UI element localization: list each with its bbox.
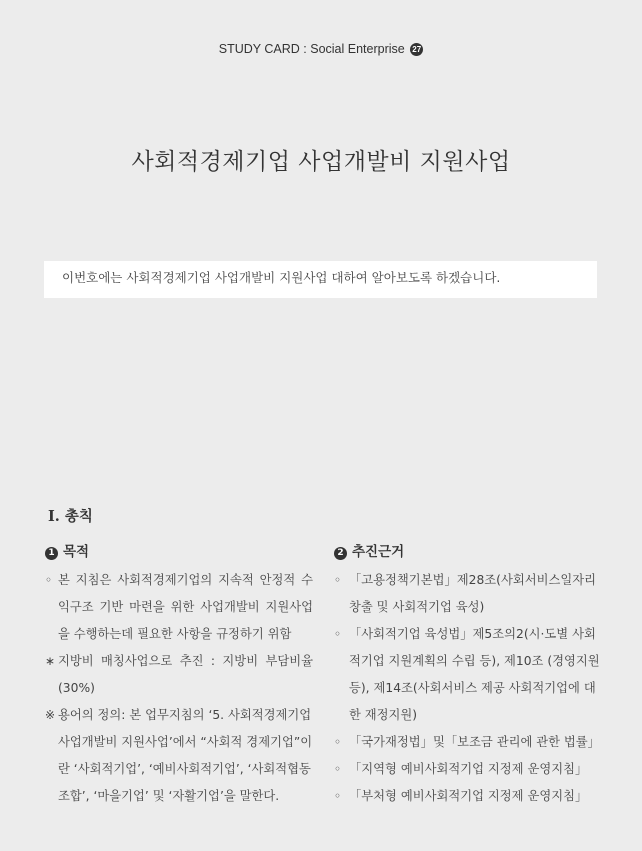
list-item xyxy=(45,567,313,648)
list-item xyxy=(45,648,313,702)
purpose-heading xyxy=(45,541,313,565)
list-item-text: 본 지침은 사회적경제기업의 지속적 안정적 수익구조 기반 마련을 위한 사업개발비 지원사업을 수행하는데 필요한 사항을 규정하기 위함 xyxy=(58,573,313,641)
section-title: Ⅰ. 총칙 xyxy=(48,508,93,525)
intro-box: 이번호에는 사회적경제기업 사업개발비 지원사업 대하여 알아보도록 하겠습니다. xyxy=(44,261,597,298)
bullet-mark: ※ xyxy=(45,708,56,722)
list-item-text: 지방비 매칭사업으로 추진 : 지방비 부담비율 (30%) xyxy=(58,654,313,695)
list-item-text: 「부처형 예비사회적기업 지정제 운영지침」 xyxy=(349,789,588,803)
study-card-header xyxy=(0,42,642,56)
number-badge-2: 2 xyxy=(334,547,347,560)
header-label: STUDY CARD : Social Enterprise xyxy=(218,42,405,56)
bullet-mark: ◦ xyxy=(334,627,342,641)
basis-heading-label: 추진근거 xyxy=(352,544,405,560)
basis-list xyxy=(334,567,602,810)
list-item-text: 「고용정책기본법」제28조(사회서비스일자리창출 및 사회적기업 육성) xyxy=(349,573,596,614)
bullet-mark: ◦ xyxy=(334,573,342,587)
bullet-mark: ◦ xyxy=(334,762,342,776)
basis-heading xyxy=(334,541,602,565)
list-item xyxy=(334,783,602,810)
bullet-mark: ◦ xyxy=(334,789,342,803)
list-item xyxy=(334,567,602,621)
list-item-text: 용어의 정의: 본 업무지침의 ‘5. 사회적경제기업 사업개발비 지원사업’에서 “사회적 경제기업”이란 ‘사회적기업’, ‘예비사회적기업’, ‘사회적협동조합’, ‘마을기업’ 및 ‘자활기업’을 말한다. xyxy=(58,708,313,803)
list-item xyxy=(334,621,602,729)
bullet-mark: ◦ xyxy=(45,573,53,587)
bullet-mark: ∗ xyxy=(45,654,56,668)
list-item-text: 「지역형 예비사회적기업 지정제 운영지침」 xyxy=(349,762,588,776)
purpose-column xyxy=(45,541,313,810)
page-title: 사회적경제기업 사업개발비 지원사업 xyxy=(131,149,511,175)
list-item xyxy=(334,756,602,783)
purpose-list xyxy=(45,567,313,810)
purpose-heading-label: 목적 xyxy=(63,544,90,560)
list-item xyxy=(45,702,313,810)
list-item-text: 「사회적기업 육성법」제5조의2(시·도별 사회적기업 지원계획의 수립 등), 제10조 (경영지원 등), 제14조(사회서비스 제공 사회적기업에 대한 재정지원) xyxy=(349,627,600,722)
list-item-text: 「국가재정법」및「보조금 관리에 관한 법률」 xyxy=(349,735,600,749)
basis-column xyxy=(334,541,602,810)
issue-number-badge: 27 xyxy=(410,43,423,56)
bullet-mark: ◦ xyxy=(334,735,342,749)
list-item xyxy=(334,729,602,756)
number-badge-1: 1 xyxy=(45,547,58,560)
